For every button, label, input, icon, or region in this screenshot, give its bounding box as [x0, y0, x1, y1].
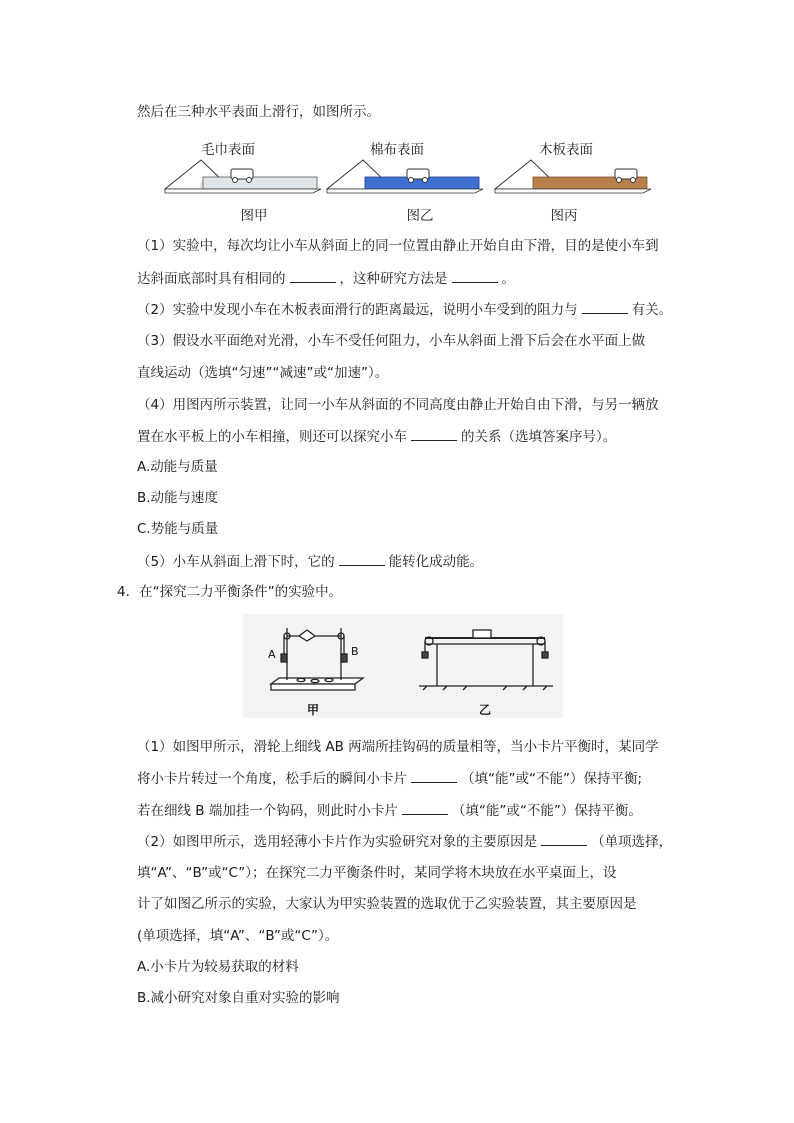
q3-part1-line2: 达斜面底部时具有相同的 ，这种研究方法是 。 [137, 268, 515, 289]
surface-label-towel: 毛巾表面 [201, 142, 255, 158]
caption-yi-fig4: 乙 [479, 703, 492, 717]
q4-part2-line4: (单项选择，填“A”、“B”或“C”）。 [137, 928, 339, 944]
q3-part4-line2: 置在水平板上的小车相撞，则还可以探究小车 的关系（选填答案序号）。 [137, 426, 616, 447]
surface-label-cotton: 棉布表面 [370, 142, 424, 158]
surface-diagrams [163, 155, 653, 205]
q4-part2-line1: （2）如图甲所示，选用轻薄小卡片作为实验研究对象的主要原因是 （单项选择， [137, 831, 672, 852]
label-a: A [268, 648, 276, 661]
caption-jia: 图甲 [240, 208, 268, 224]
label-b: B [351, 645, 359, 658]
q4-part1-line3: 若在细线 B 端加挂一个钩码，则此时小卡片 （填“能”或“不能”）保持平衡。 [137, 800, 642, 821]
ramp-towel [165, 160, 321, 193]
q4-part1-line2: 将小卡片转过一个角度，松手后的瞬间小卡片 （填“能”或“不能”）保持平衡; [137, 768, 642, 789]
answer-blank[interactable] [582, 299, 628, 314]
q3-part2: （2）实验中发现小车在木板表面滑行的距离最远，说明小车受到的阻力与 有关。 [137, 299, 672, 320]
q3-part3-line1: （3）假设水平面绝对光滑，小车不受任何阻力，小车从斜面上滑下后会在水平面上做 [137, 333, 646, 349]
caption-bing: 图丙 [550, 208, 578, 224]
surface-label-wood: 木板表面 [539, 142, 593, 158]
answer-blank[interactable] [411, 768, 457, 783]
q4-title: 4．在“探究二力平衡条件”的实验中。 [117, 584, 343, 600]
answer-blank[interactable] [339, 551, 385, 566]
q4-part2-line3: 计了如图乙所示的实验，大家认为甲实验装置的选取优于乙实验装置，其主要原因是 [137, 896, 637, 912]
balance-diagrams [243, 614, 563, 718]
q4-option-b: B.减小研究对象自重对实验的影响 [137, 990, 340, 1006]
caption-jia-fig4: 甲 [307, 703, 320, 717]
q3-option-c: C.势能与质量 [137, 521, 219, 537]
answer-blank[interactable] [541, 831, 587, 846]
ramp-wood [495, 160, 651, 193]
q3-part1-line1: （1）实验中，每次均让小车从斜面上的同一位置由静止开始自由下滑，目的是使小车到 [137, 238, 659, 254]
answer-blank[interactable] [290, 268, 336, 283]
answer-blank[interactable] [411, 426, 457, 441]
q3-part4-line1: （4）用图丙所示装置，让同一小车从斜面的不同高度由静止开始自由下滑，与另一辆放 [137, 397, 659, 413]
q4-part2-line2: 填“A”、“B”或“C”）；在探究二力平衡条件时，某同学将木块放在水平桌面上，设 [137, 865, 617, 881]
ramp-cotton [327, 160, 483, 193]
q3-option-b: B.动能与速度 [137, 490, 219, 506]
q3-option-a: A.动能与质量 [137, 459, 218, 475]
intro-text: 然后在三种水平表面上滑行，如图所示。 [137, 104, 380, 120]
q4-part1-line1: （1）如图甲所示，滑轮上细线 AB 两端所挂钩码的质量相等，当小卡片平衡时，某同学 [137, 739, 659, 755]
answer-blank[interactable] [452, 268, 498, 283]
q3-part5: （5）小车从斜面上滑下时，它的 能转化成动能。 [137, 551, 483, 572]
answer-blank[interactable] [402, 800, 448, 815]
q4-option-a: A.小卡片为较易获取的材料 [137, 959, 299, 975]
caption-yi: 图乙 [406, 208, 434, 224]
q3-part3-line2: 直线运动（选填“匀速”“减速”或“加速”）。 [137, 365, 389, 381]
